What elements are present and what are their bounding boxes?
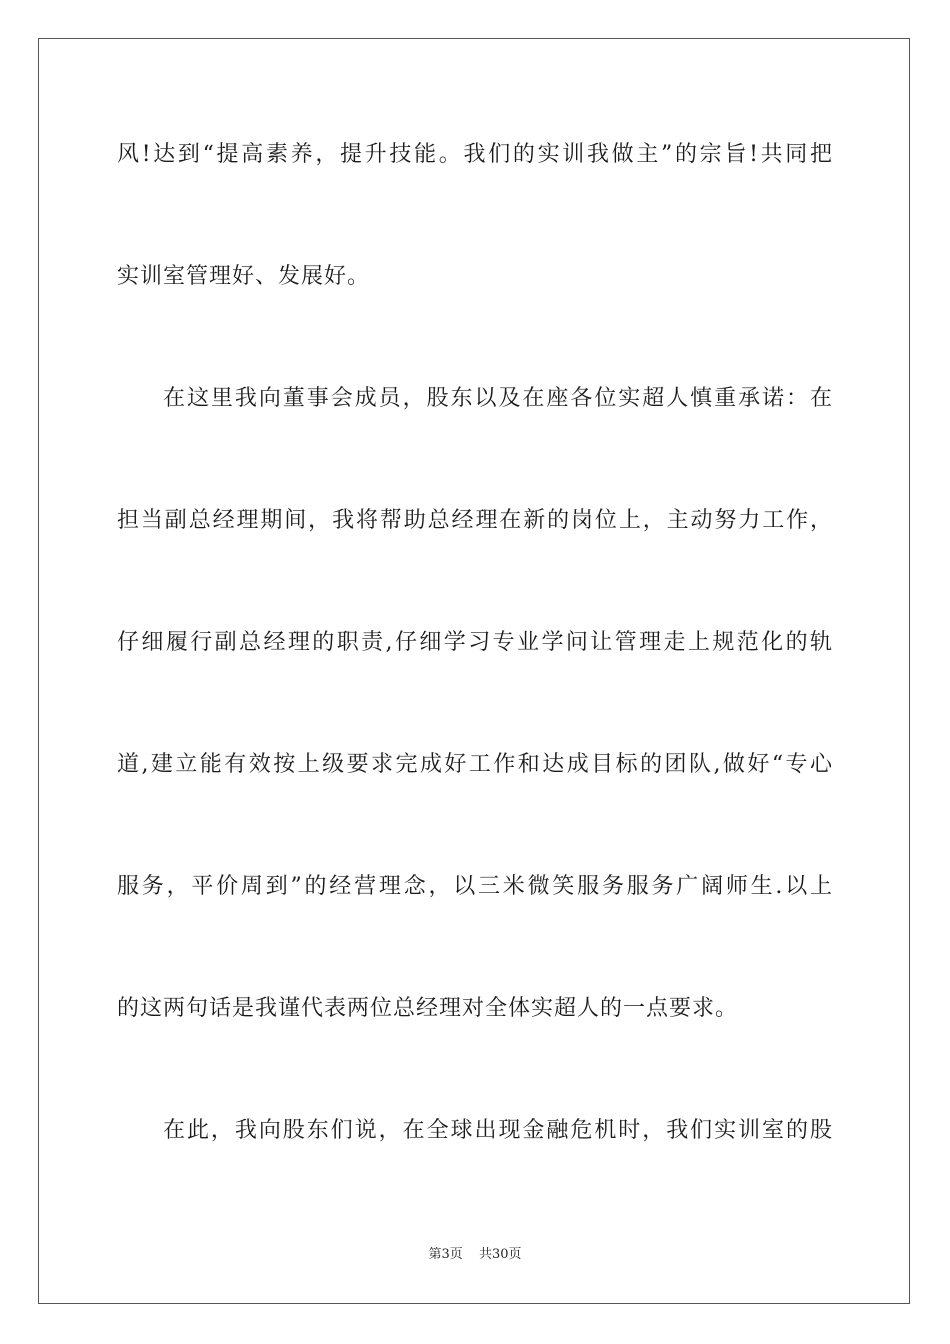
paragraph-line: 风!达到“提高素养，提升技能。我们的实训我做主”的宗旨!共同把 [117, 142, 833, 167]
paragraph-line: 在这里我向董事会成员，股东以及在座各位实超人慎重承诺：在 [163, 386, 833, 411]
page-number: 第3页 [428, 1247, 463, 1262]
paragraph-line: 道,建立能有效按上级要求完成好工作和达成目标的团队,做好“专心 [117, 752, 833, 777]
paragraph-line: 在此，我向股东们说，在全球出现金融危机时，我们实训室的股 [163, 1118, 833, 1143]
paragraph-line: 服务，平价周到”的经营理念，以三米微笑服务服务广阔师生.以上 [117, 874, 833, 899]
page-total: 共30页 [478, 1247, 522, 1262]
paragraph-line: 担当副总经理期间，我将帮助总经理在新的岗位上，主动努力工作， [117, 508, 833, 533]
page-border [38, 38, 910, 1304]
paragraph-line: 实训室管理好、发展好。 [117, 264, 371, 289]
page-footer [0, 1246, 950, 1264]
paragraph-line: 仔细履行副总经理的职责,仔细学习专业学问让管理走上规范化的轨 [117, 630, 833, 655]
paragraph-line: 的这两句话是我谨代表两位总经理对全体实超人的一点要求。 [117, 996, 739, 1021]
